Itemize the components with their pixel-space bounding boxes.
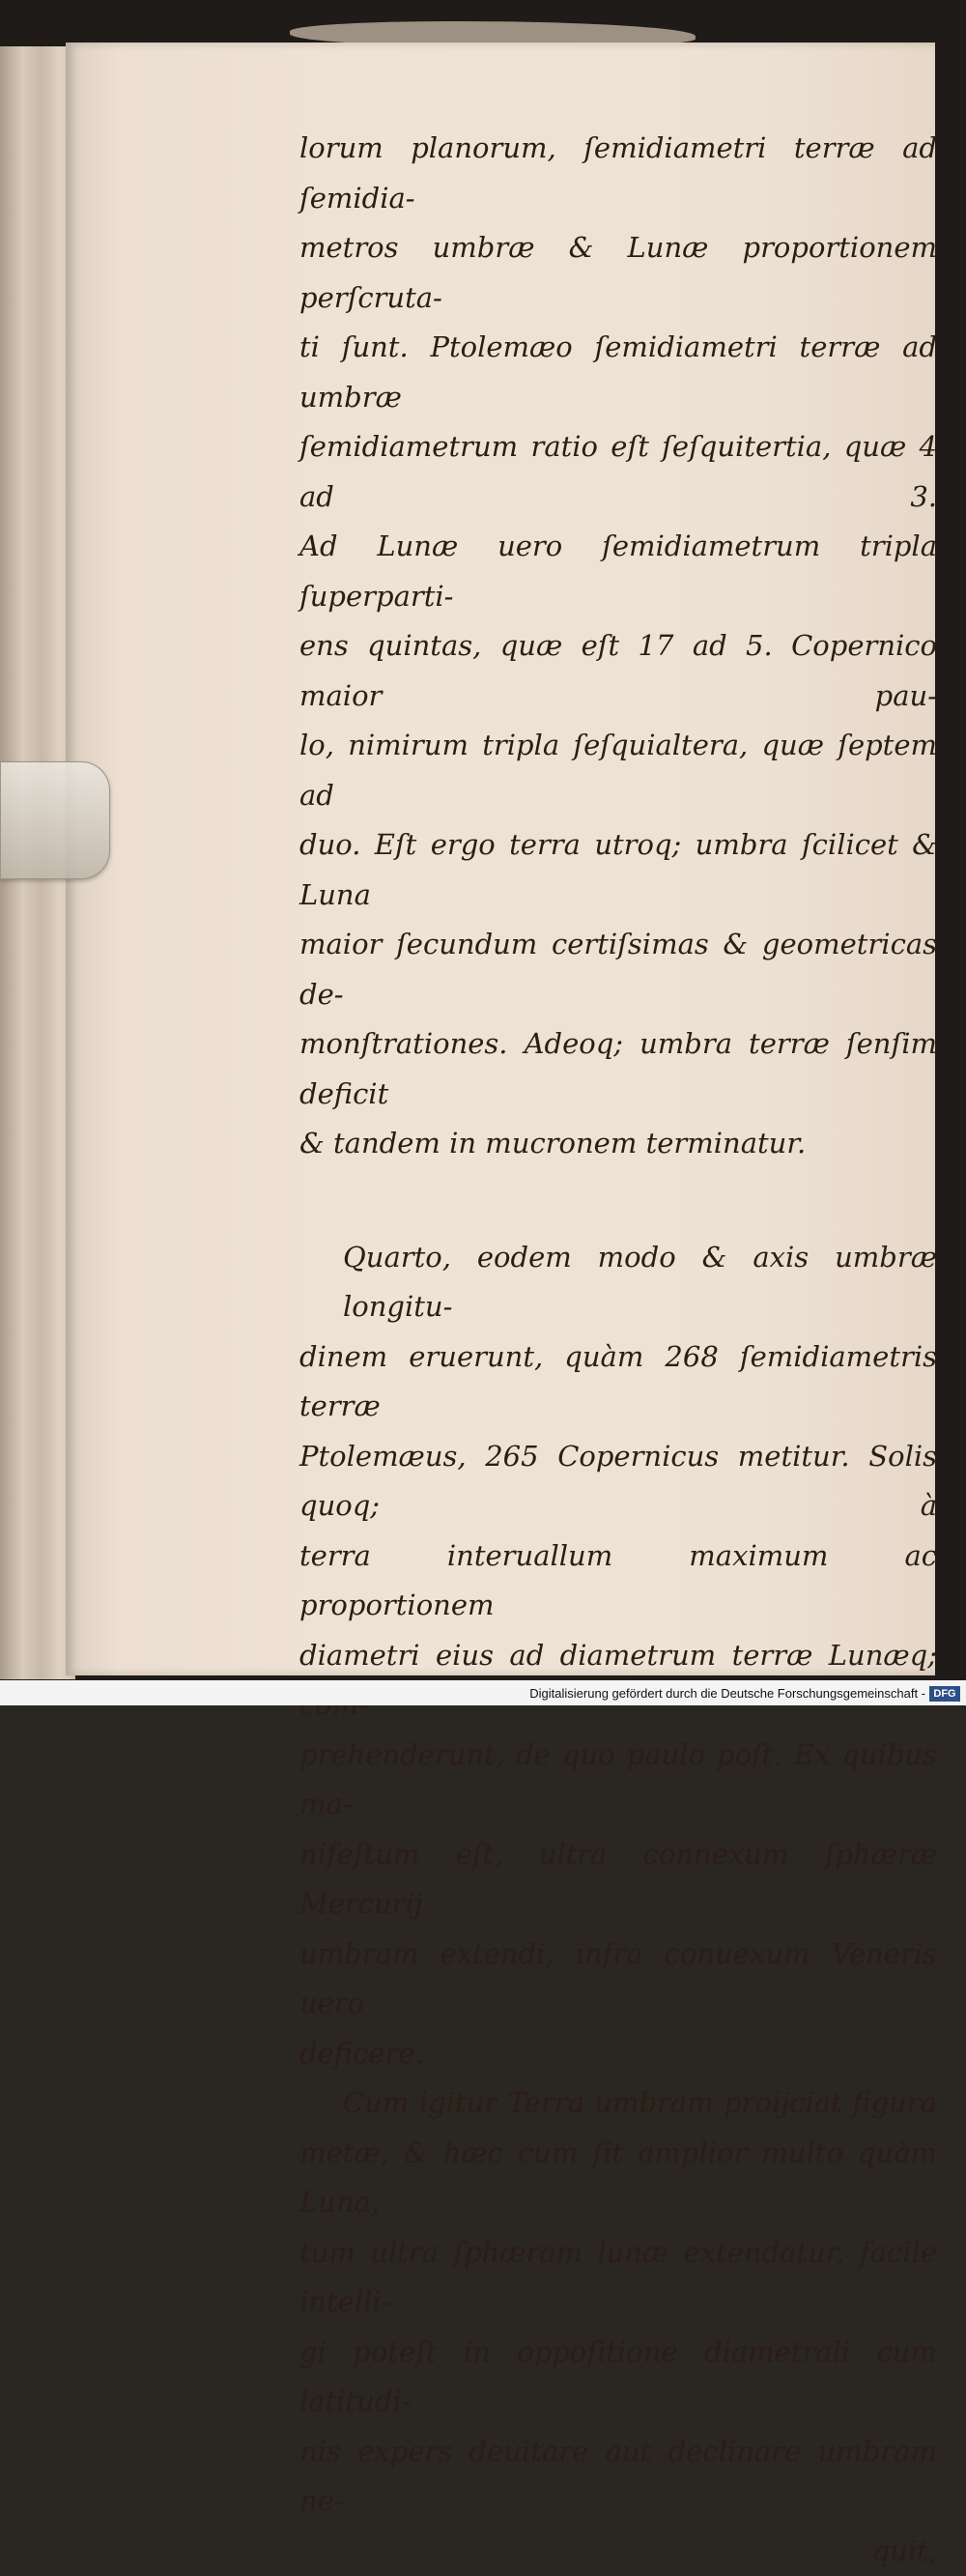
text-line: deficere. [299,2029,937,2079]
footer-bar [0,1680,966,1705]
page-clip [0,761,110,879]
text-line: duo. Eſt ergo terra utroq; umbra ſcilicet & Luna [299,820,937,920]
text-line: Ad Lunæ uero ſemidiametrum tripla ſuperparti- [299,522,937,621]
paragraph-gap [299,1169,937,1233]
text-line: metæ, & hæc cum ſit amplior multo quàm Luna, [299,2129,937,2228]
text-line: maior ſecundum certiſsimas & geometricas de- [299,920,937,1019]
text-line: Ptolemæus, 265 Copernicus metitur. Solis quoq; à [299,1432,937,1531]
text-line: dinem eruerunt, quàm 268 ſemidiametris terræ [299,1332,937,1432]
text-line: nis expers deuitare aut declinare umbram ne- [299,2427,937,2527]
text-line: prehenderunt, de quo paulo poſt. Ex quibus ma- [299,1731,937,1830]
text-line: monſtrationes. Adeoq; umbra terræ ſenſim deficit [299,1019,937,1119]
text-line: gi poteſt in oppoſitione diametrali cum latitudi- [299,2328,937,2427]
dfg-logo: DFG [929,1686,960,1702]
text-line: ſemidiametrum ratio eſt ſeſquitertia, quæ 4 ad 3. [299,422,937,522]
text-line: tum ultra ſphæram lunæ extendatur, facile intelli- [299,2228,937,2328]
text-line: ens quintas, quæ eſt 17 ad 5. Copernico maior pau- [299,621,937,721]
page-text [299,124,937,2576]
text-line: ti ſunt. Ptolemæo ſemidiametri terræ ad umbræ [299,323,937,422]
text-line: Quarto, eodem modo & axis umbræ longitu- [299,1233,937,1332]
text-line: terra interuallum maximum ac proportionem [299,1531,937,1631]
text-line: Cum igitur Terra umbram proijciat figura [299,2078,937,2129]
text-line: nifeſtum eſt, ultra connexum ſphæræ Mercurij [299,1830,937,1930]
footer-credit: Digitalisierung gefördert durch die Deutsche Forschungsgemeinschaft - [529,1686,925,1701]
text-line: lorum planorum, ſemidiametri terræ ad ſemidia- [299,124,937,223]
text-line: umbram extendi, infra conuexum Veneris uero [299,1930,937,2029]
text-line: diametri eius ad diametrum terræ Lunæq; [299,1631,937,1731]
catchword: quit, [299,2527,937,2576]
text-line: metros umbræ & Lunæ proportionem perſcruta- [299,223,937,323]
text-line: lo, nimirum tripla ſeſquialtera, quæ ſeptem ad [299,721,937,820]
text-line: & tandem in mucronem terminatur. [299,1119,937,1169]
